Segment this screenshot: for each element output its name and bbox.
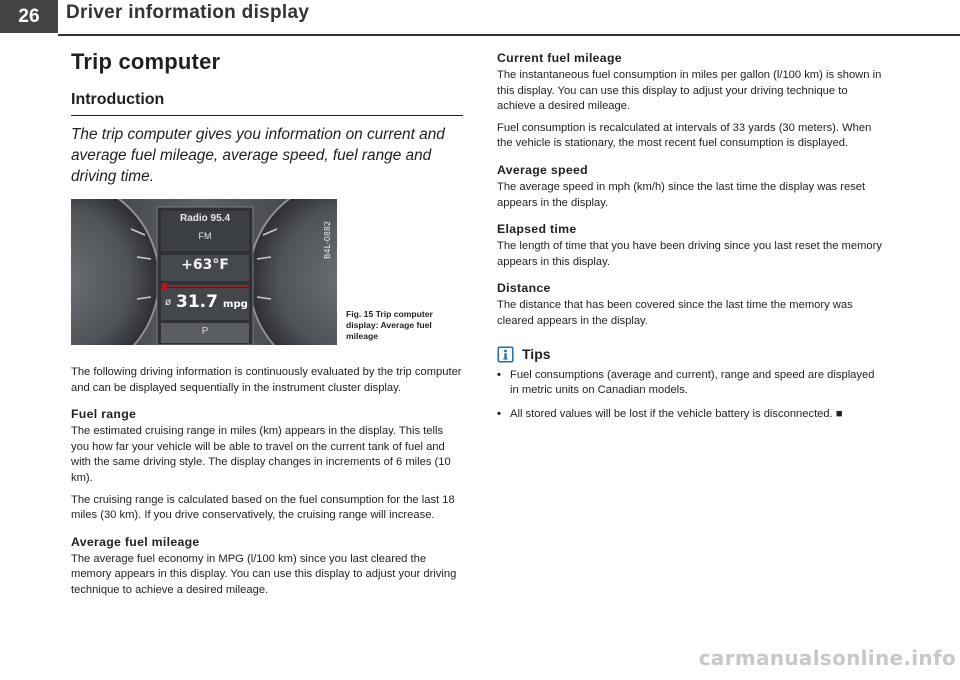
paragraph-fuel-range-2: The cruising range is calculated based on the fuel consumption for the last 18 miles (30 km). If you drive conservatively, the cruising range will increase. [71, 493, 455, 522]
display-radio-band: FM [198, 231, 212, 241]
heading-average-speed: Average speed [497, 162, 588, 177]
bullet-icon: • [497, 407, 501, 420]
mileage-value: 31.7 [176, 292, 218, 312]
left-column [71, 44, 463, 599]
mileage-unit: mpg [223, 299, 248, 310]
header-rule [58, 34, 960, 36]
heading-elapsed-time: Elapsed time [497, 222, 577, 237]
paragraph-distance: The distance that has been covered since the last time the memory was cleared appears in the display. [497, 299, 853, 327]
tip-item [497, 368, 882, 399]
paragraph-current-2: Fuel consumption is recalculated at intervals of 33 yards (30 meters). When the vehicle is stationary, the most recent fuel consumption is displayed. [497, 121, 872, 150]
tip-text: Fuel consumptions (average and current), range and speed are displayed in metric units on Canadian models. [510, 368, 875, 397]
paragraph-fuel-range-1: The estimated cruising range in miles (km) appears in the display. This tells you how far your vehicle will be able to travel on the current tank of fuel and with the same driving style. The display changes in increments of 6 miles (10 km). [71, 425, 451, 484]
average-symbol-icon: ø [165, 297, 172, 308]
intro-text: The trip computer gives you information on current and average fuel mileage, average speed, fuel range and driving time. [71, 126, 445, 185]
paragraph-average-fuel-mileage: The average fuel economy in MPG (l/100 km) since you last cleared the memory appears in this display. You can use this display to adjust your driving technique to achieve a desired mileage. [71, 552, 457, 596]
image-code: B4L-0882 [323, 220, 332, 259]
paragraph-average-speed: The average speed in mph (km/h) since the last time the display was reset appears in the display. [497, 180, 866, 209]
heading-fuel-range: Fuel range [71, 407, 137, 422]
page-number: 26 [0, 0, 58, 33]
display-gear: P [201, 326, 209, 337]
tips-label: Tips [522, 346, 551, 363]
paragraph-current-1: The instantaneous fuel consumption in miles per gallon (l/100 km) is shown in this display. You can use this display to adjust your driving technique to achieve a desired mileage. [497, 69, 882, 113]
heading-current-fuel-mileage: Current fuel mileage [497, 51, 622, 65]
display-mileage [176, 292, 248, 312]
paragraph-elapsed-time: The length of time that you have been driving since you last reset the memory appears in this display. [497, 240, 882, 268]
chapter-header: Driver information display [66, 2, 310, 23]
display-radio-station: Radio 95.4 [179, 213, 231, 224]
subsection-title: Introduction [71, 91, 463, 116]
right-column [497, 44, 882, 422]
heading-distance: Distance [497, 281, 551, 296]
info-icon [497, 346, 514, 363]
watermark: carmanualsonline.info [698, 646, 956, 670]
display-temperature: +63°F [181, 257, 229, 273]
section-title: Trip computer [71, 49, 221, 74]
tip-item [497, 407, 882, 423]
figure-15 [71, 199, 463, 345]
figure-caption: Fig. 15 Trip computer display: Average fuel mileage [346, 309, 433, 341]
heading-average-fuel-mileage: Average fuel mileage [71, 534, 200, 549]
tip-text: All stored values will be lost if the vehicle battery is disconnected. ■ [510, 407, 843, 420]
instrument-cluster-image [71, 199, 337, 345]
paragraph-overview: The following driving information is continuously evaluated by the trip computer and can be displayed sequentially in the instrument cluster display. [71, 366, 462, 394]
tips-header [497, 346, 882, 363]
bullet-icon: • [497, 368, 501, 381]
